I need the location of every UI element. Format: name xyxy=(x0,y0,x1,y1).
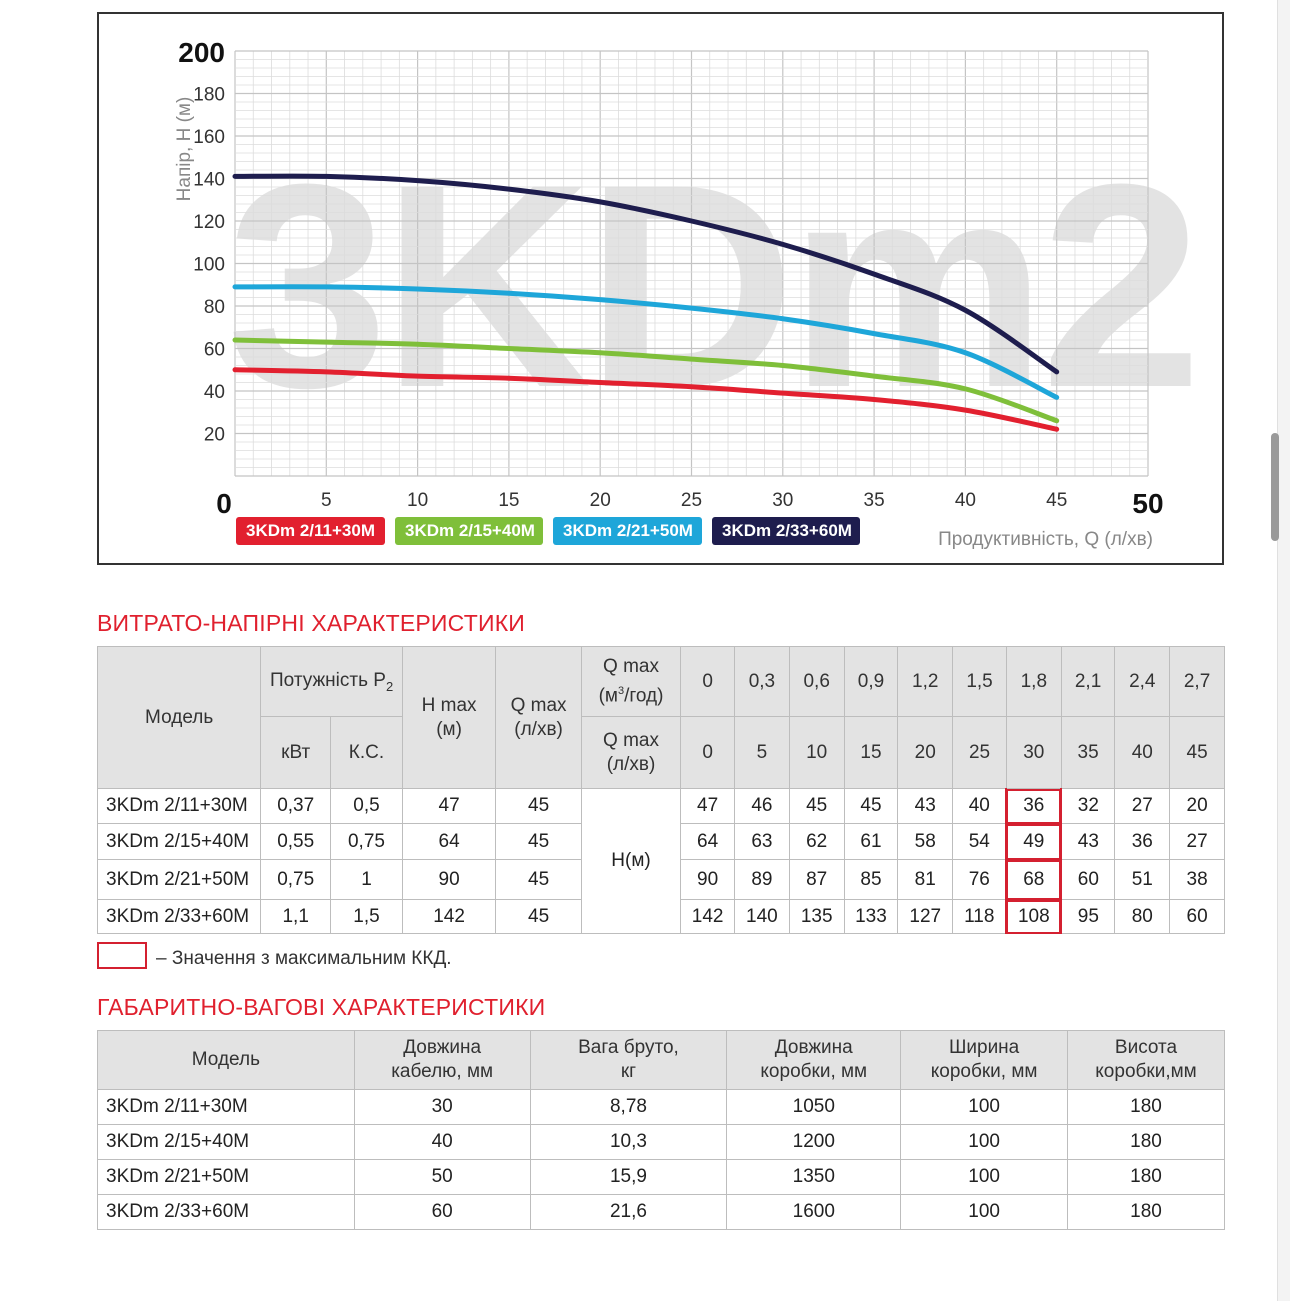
table-cell: 38 xyxy=(1170,860,1225,900)
table-cell: 1,1 xyxy=(261,900,331,934)
y-tick-label: 60 xyxy=(203,339,225,361)
table-cell: 60 xyxy=(1061,860,1115,900)
table-cell: 45 xyxy=(496,900,582,934)
table-cell: 10,3 xyxy=(530,1125,727,1160)
table-cell: 100 xyxy=(901,1090,1068,1125)
chart-frame xyxy=(97,12,1224,565)
x-tick-label: 30 xyxy=(772,490,794,511)
table-cell: 40 xyxy=(354,1125,530,1160)
table-cell: 3KDm 2/15+40M xyxy=(98,824,261,860)
table-cell: 1200 xyxy=(727,1125,901,1160)
x-tick-label: 0 xyxy=(216,488,232,519)
table-cell: 180 xyxy=(1068,1125,1225,1160)
header-hp: К.С. xyxy=(331,717,403,789)
table-cell: 51 xyxy=(1115,860,1170,900)
x-tick-label: 15 xyxy=(498,490,520,511)
table-cell: 90 xyxy=(402,860,495,900)
y-tick-label: 160 xyxy=(193,127,225,148)
dims-header: Модель xyxy=(98,1031,355,1090)
table-cell: 15,9 xyxy=(530,1160,727,1195)
header-hmax: H max (м) xyxy=(402,647,495,789)
q-m3-cell: 1,8 xyxy=(1006,647,1061,717)
header-qmax: Q max (л/хв) xyxy=(496,647,582,789)
max-efficiency-cell: 68 xyxy=(1006,860,1061,900)
table-cell: 0,75 xyxy=(331,824,403,860)
table-cell: 27 xyxy=(1170,824,1225,860)
table-cell: 50 xyxy=(354,1160,530,1195)
table-cell: 180 xyxy=(1068,1195,1225,1230)
table-cell: 76 xyxy=(953,860,1007,900)
table-cell: 45 xyxy=(496,824,582,860)
table-cell: 1600 xyxy=(727,1195,901,1230)
table-row xyxy=(98,1090,1225,1125)
table-cell: 3KDm 2/21+50M xyxy=(98,860,261,900)
y-axis-label: Напір, H (м) xyxy=(174,96,195,202)
table-cell: 100 xyxy=(901,1195,1068,1230)
legend-entry: 3KDm 2/11+30M xyxy=(236,517,385,545)
watermark: 3KDm2 xyxy=(226,124,1197,448)
x-tick-label: 40 xyxy=(954,490,976,511)
table-cell: 135 xyxy=(789,900,844,934)
header-qmax-lmin: Q max (л/хв) xyxy=(581,717,680,789)
table-cell: 142 xyxy=(681,900,735,934)
q-lmin-cell: 20 xyxy=(898,717,953,789)
header-kw: кВт xyxy=(261,717,331,789)
y-tick-label: 200 xyxy=(178,37,225,68)
y-tick-label: 120 xyxy=(193,212,225,233)
table-cell: 8,78 xyxy=(530,1090,727,1125)
x-tick-label: 45 xyxy=(1046,490,1068,511)
table-cell: 43 xyxy=(898,789,953,824)
q-lmin-cell: 30 xyxy=(1006,717,1061,789)
table-cell: 100 xyxy=(901,1125,1068,1160)
q-m3-cell: 1,5 xyxy=(953,647,1007,717)
table-cell: 3KDm 2/11+30M xyxy=(98,789,261,824)
table-cell: 0,55 xyxy=(261,824,331,860)
h-label-cell: H(м) xyxy=(581,789,680,934)
table-cell: 3KDm 2/33+60M xyxy=(98,900,261,934)
table-cell: 87 xyxy=(789,860,844,900)
table-cell: 45 xyxy=(496,789,582,824)
table-cell: 32 xyxy=(1061,789,1115,824)
table-row xyxy=(98,1160,1225,1195)
table-cell: 127 xyxy=(898,900,953,934)
q-lmin-cell: 5 xyxy=(735,717,790,789)
q-m3-cell: 0,3 xyxy=(735,647,790,717)
q-lmin-cell: 35 xyxy=(1061,717,1115,789)
table-cell: 46 xyxy=(735,789,790,824)
table-cell: 60 xyxy=(1170,900,1225,934)
table-cell: 0,5 xyxy=(331,789,403,824)
performance-chart xyxy=(99,14,1224,565)
table-cell: 0,75 xyxy=(261,860,331,900)
table-cell: 90 xyxy=(681,860,735,900)
y-tick-label: 180 xyxy=(193,84,225,106)
table-cell: 30 xyxy=(354,1090,530,1125)
y-tick-label: 140 xyxy=(193,169,225,191)
q-m3-cell: 0,9 xyxy=(844,647,898,717)
table-cell: 3KDm 2/11+30M xyxy=(98,1090,355,1125)
q-lmin-cell: 10 xyxy=(789,717,844,789)
table-cell: 47 xyxy=(681,789,735,824)
dims-header: Вага бруто, кг xyxy=(530,1031,727,1090)
dims-header: Довжина коробки, мм xyxy=(727,1031,901,1090)
y-tick-label: 20 xyxy=(203,424,225,446)
q-lmin-cell: 25 xyxy=(953,717,1007,789)
page-edge xyxy=(1277,0,1290,1301)
y-tick-label: 80 xyxy=(203,297,225,318)
table-cell: 20 xyxy=(1170,789,1225,824)
max-efficiency-cell: 36 xyxy=(1006,789,1061,824)
q-m3-cell: 0 xyxy=(681,647,735,717)
y-tick-label: 40 xyxy=(203,382,225,403)
dims-header: Висота коробки,мм xyxy=(1068,1031,1225,1090)
table-cell: 43 xyxy=(1061,824,1115,860)
table-cell: 63 xyxy=(735,824,790,860)
table-row xyxy=(98,789,1225,824)
q-m3-cell: 2,4 xyxy=(1115,647,1170,717)
header-power: Потужність $P_2$ xyxy=(261,647,403,717)
q-lmin-cell: 45 xyxy=(1170,717,1225,789)
table-cell: 64 xyxy=(402,824,495,860)
table-cell: 45 xyxy=(789,789,844,824)
x-axis-label: Продуктивність, Q (л/хв) xyxy=(938,529,1153,550)
table-cell: 60 xyxy=(354,1195,530,1230)
table-cell: 180 xyxy=(1068,1160,1225,1195)
max-efficiency-cell: 108 xyxy=(1006,900,1061,934)
table-cell: 140 xyxy=(735,900,790,934)
q-m3-cell: 1,2 xyxy=(898,647,953,717)
table-cell: 80 xyxy=(1115,900,1170,934)
table-cell: 62 xyxy=(789,824,844,860)
legend-entry: 3KDm 2/33+60M xyxy=(712,517,860,545)
max-efficiency-marker xyxy=(97,942,147,969)
q-lmin-cell: 15 xyxy=(844,717,898,789)
dims-header: Довжина кабелю, мм xyxy=(354,1031,530,1090)
table-cell: 85 xyxy=(844,860,898,900)
table-cell: 1 xyxy=(331,860,403,900)
table-cell: 36 xyxy=(1115,824,1170,860)
table-cell: 3KDm 2/33+60M xyxy=(98,1195,355,1230)
table-cell: 1050 xyxy=(727,1090,901,1125)
table-cell: 47 xyxy=(402,789,495,824)
table-cell: 100 xyxy=(901,1160,1068,1195)
legend-entry: 3KDm 2/15+40M xyxy=(395,517,543,545)
scrollbar-thumb[interactable] xyxy=(1271,433,1279,541)
table-cell: 118 xyxy=(953,900,1007,934)
table-cell: 27 xyxy=(1115,789,1170,824)
q-m3-cell: 0,6 xyxy=(789,647,844,717)
max-efficiency-note: – Значення з максимальним ККД. xyxy=(156,948,452,969)
x-tick-label: 50 xyxy=(1132,488,1164,519)
dims-header: Ширина коробки, мм xyxy=(901,1031,1068,1090)
max-efficiency-cell: 49 xyxy=(1006,824,1061,860)
q-m3-cell: 2,1 xyxy=(1061,647,1115,717)
table-cell: 40 xyxy=(953,789,1007,824)
q-m3-cell: 2,7 xyxy=(1170,647,1225,717)
x-tick-label: 10 xyxy=(407,490,429,511)
table-cell: 61 xyxy=(844,824,898,860)
table-cell: 3KDm 2/21+50M xyxy=(98,1160,355,1195)
table-cell: 0,37 xyxy=(261,789,331,824)
x-tick-label: 25 xyxy=(680,490,703,511)
dims-section-title: ГАБАРИТНО-ВАГОВІ ХАРАКТЕРИСТИКИ xyxy=(97,994,546,1020)
table-row xyxy=(98,1195,1225,1230)
table-cell: 142 xyxy=(402,900,495,934)
dims-table xyxy=(97,1030,1225,1230)
table-cell: 3KDm 2/15+40M xyxy=(98,1125,355,1160)
x-tick-label: 35 xyxy=(863,490,885,511)
header-model: Модель xyxy=(98,647,261,789)
y-tick-label: 100 xyxy=(193,254,225,276)
table-cell: 95 xyxy=(1061,900,1115,934)
table-cell: 64 xyxy=(681,824,735,860)
table-cell: 180 xyxy=(1068,1090,1225,1125)
legend-entry: 3KDm 2/21+50M xyxy=(553,517,702,545)
header-qmax-m3: Q max $(м^3/год)$ xyxy=(581,647,680,717)
table-cell: 1,5 xyxy=(331,900,403,934)
table-cell: 54 xyxy=(953,824,1007,860)
table-cell: 81 xyxy=(898,860,953,900)
table-cell: 45 xyxy=(496,860,582,900)
x-tick-label: 5 xyxy=(321,490,332,511)
q-lmin-cell: 40 xyxy=(1115,717,1170,789)
table-cell: 58 xyxy=(898,824,953,860)
table-row xyxy=(98,1125,1225,1160)
table-cell: 133 xyxy=(844,900,898,934)
table-cell: 89 xyxy=(735,860,790,900)
table-cell: 45 xyxy=(844,789,898,824)
x-tick-label: 20 xyxy=(589,490,611,511)
table-cell: 1350 xyxy=(727,1160,901,1195)
table-cell: 21,6 xyxy=(530,1195,727,1230)
flow-section-title: ВИТРАТО-НАПІРНІ ХАРАКТЕРИСТИКИ xyxy=(97,610,526,636)
flow-table xyxy=(97,646,1225,934)
q-lmin-cell: 0 xyxy=(681,717,735,789)
